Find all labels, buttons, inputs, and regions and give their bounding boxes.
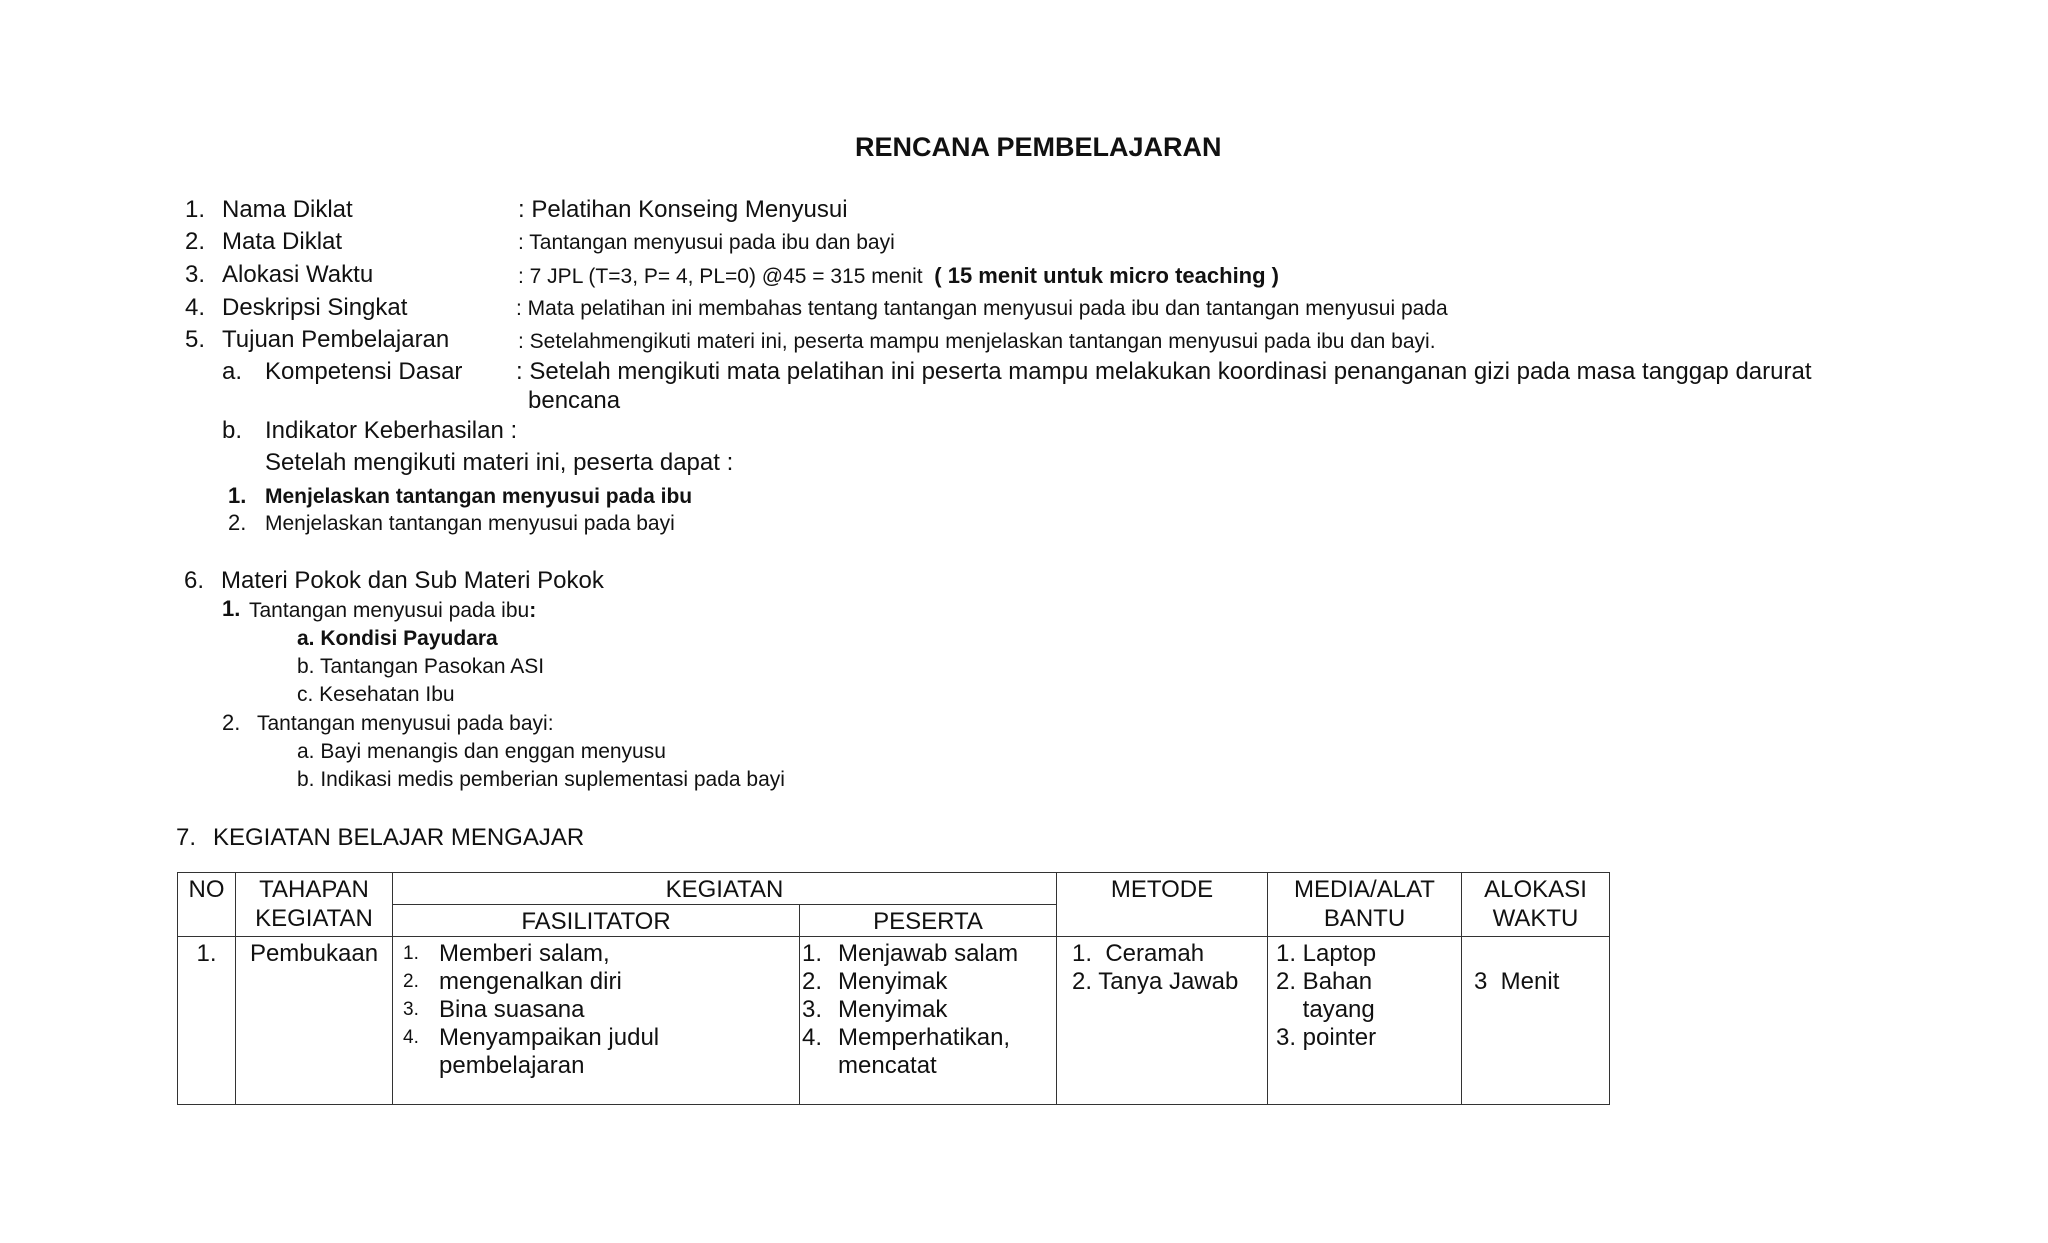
list-item: 3. Menyimak: [802, 996, 948, 1023]
header-alokasi: ALOKASI WAKTU: [1462, 873, 1610, 937]
materi-sub-item: a. Kondisi Payudara: [297, 627, 498, 650]
header-kegiatan: KEGIATAN: [393, 873, 1057, 905]
item-number: 1.: [185, 196, 206, 223]
item-value: : Tantangan menyusui pada ibu dan bayi: [518, 231, 895, 254]
item-number: 3.: [185, 261, 206, 288]
page-title: RENCANA PEMBELAJARAN: [855, 132, 1222, 162]
header-peserta: PESERTA: [800, 905, 1057, 937]
cell-peserta: [800, 937, 1057, 1105]
indikator-number: 2.: [228, 510, 247, 535]
section-number: 7.: [176, 824, 197, 851]
indikator-text: Menjelaskan tantangan menyusui pada ibu: [265, 485, 693, 508]
item-value: : 7 JPL (T=3, P= 4, PL=0) @45 = 315 menit ( 15 menit untuk micro teaching ): [518, 263, 1279, 288]
materi-group-title: Tantangan menyusui pada bayi:: [257, 712, 554, 735]
sub-label: Kompetensi Dasar: [265, 358, 463, 385]
list-item: pembelajaran: [439, 1052, 585, 1079]
list-item: 4. Memperhatikan,: [802, 1024, 1011, 1051]
section-heading: Materi Pokok dan Sub Materi Pokok: [221, 567, 604, 594]
sub-letter: a.: [222, 358, 243, 385]
cell-fasilitator: [393, 937, 800, 1105]
cell-media: [1268, 937, 1462, 1105]
indikator-intro: Setelah mengikuti materi ini, peserta dapat :: [265, 449, 734, 476]
materi-group-title: Tantangan menyusui pada ibu:: [249, 599, 537, 622]
table-header-row: [178, 873, 1610, 905]
cell-metode: [1057, 937, 1268, 1105]
table-row: [178, 937, 1610, 1105]
header-tahapan: TAHAPAN KEGIATAN: [236, 873, 393, 937]
materi-group-number: 2.: [222, 710, 241, 735]
list-item: 4. Menyampaikan judul: [403, 1024, 660, 1051]
list-item: mencatat: [838, 1052, 937, 1079]
item-number: 4.: [185, 294, 206, 321]
item-number: 2.: [185, 228, 206, 255]
kbm-table: [177, 872, 1610, 1105]
list-item: 1. Menjawab salam: [802, 940, 1019, 967]
sub-value-continued: bencana: [528, 387, 621, 414]
list-item: 1. Memberi salam,: [403, 940, 610, 967]
media-item: 1. Laptop: [1276, 940, 1377, 967]
indikator-number: 1.: [228, 483, 247, 508]
header-media: MEDIA/ALAT BANTU: [1268, 873, 1462, 937]
materi-sub-item: a. Bayi menangis dan enggan menyusu: [297, 740, 666, 763]
sub-letter: b.: [222, 417, 243, 444]
sub-value: : Setelah mengikuti mata pelatihan ini peserta mampu melakukan koordinasi penanganan gizi pada masa tanggap darurat: [516, 358, 1812, 385]
section-heading: KEGIATAN BELAJAR MENGAJAR: [213, 824, 585, 851]
materi-sub-item: c. Kesehatan Ibu: [297, 683, 455, 706]
media-item: 2. Bahan: [1276, 968, 1373, 995]
item-number: 5.: [185, 326, 206, 353]
item-label: Alokasi Waktu: [222, 261, 374, 288]
item-value: : Mata pelatihan ini membahas tentang tantangan menyusui pada ibu dan tantangan menyusui pada: [516, 297, 1448, 320]
list-item: 2. mengenalkan diri: [403, 968, 622, 995]
materi-sub-item: b. Tantangan Pasokan ASI: [297, 655, 545, 678]
materi-sub-item: b. Indikasi medis pemberian suplementasi pada bayi: [297, 768, 785, 791]
media-item: 3. pointer: [1276, 1024, 1377, 1051]
item-label: Nama Diklat: [222, 196, 353, 223]
item-value: : Pelatihan Konseing Menyusui: [518, 196, 848, 223]
indikator-text: Menjelaskan tantangan menyusui pada bayi: [265, 512, 675, 535]
list-item: 2. Menyimak: [802, 968, 948, 995]
sub-label: Indikator Keberhasilan :: [265, 417, 518, 444]
header-fasilitator: FASILITATOR: [393, 905, 800, 937]
item-label: Tujuan Pembelajaran: [222, 326, 450, 353]
media-item: tayang: [1276, 996, 1375, 1023]
list-item: 3. Bina suasana: [403, 996, 585, 1023]
section-number: 6.: [184, 567, 205, 594]
metode-item: 1. Ceramah: [1072, 940, 1205, 967]
materi-group-number: 1.: [222, 596, 241, 621]
header-metode: METODE: [1057, 873, 1268, 937]
item-label: Deskripsi Singkat: [222, 294, 408, 321]
metode-item: 2. Tanya Jawab: [1072, 968, 1239, 995]
cell-no: 1.: [178, 937, 236, 1105]
item-label: Mata Diklat: [222, 228, 343, 255]
item-value: : Setelahmengikuti materi ini, peserta mampu menjelaskan tantangan menyusui pada ibu dan bayi.: [518, 330, 1436, 353]
header-no: NO: [178, 873, 236, 937]
cell-alokasi: 3 Menit: [1462, 937, 1610, 1105]
cell-tahapan: Pembukaan: [236, 937, 393, 1105]
